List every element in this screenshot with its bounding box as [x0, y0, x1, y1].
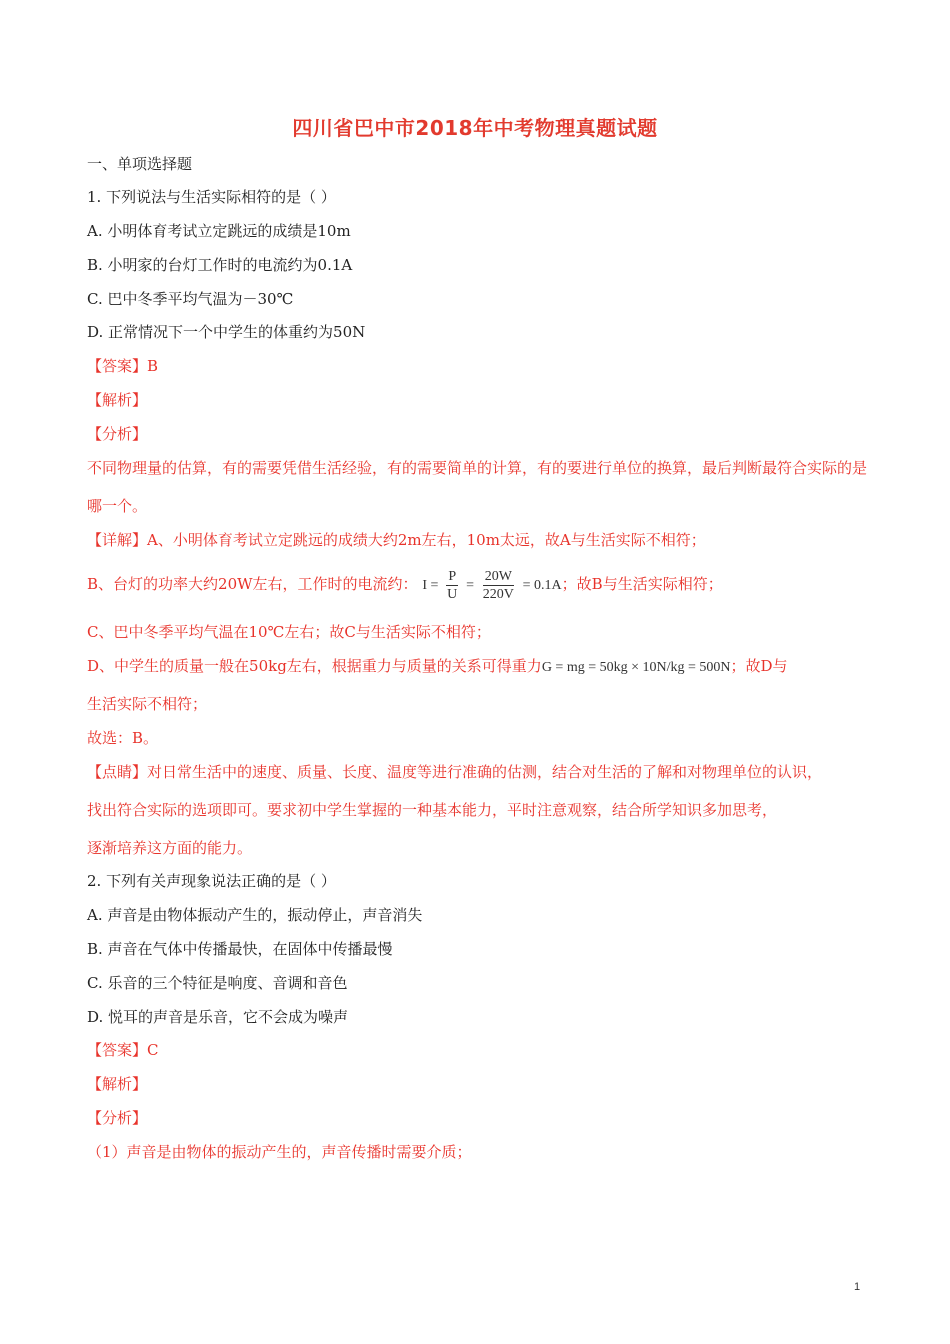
- q1-detail-b: [87, 566, 723, 604]
- q1-detail-d-post: ；故D与: [730, 657, 788, 675]
- q1-point-line2: 找出符合实际的选项即可。要求初中学生掌握的一种基本能力，平时注意观察，结合所学知识多加思考，: [87, 801, 778, 819]
- fraction-p-over-u: [445, 568, 459, 603]
- q1-detail-b-pre: B、台灯的功率大约20W左右，工作时的电流约：: [87, 575, 418, 593]
- q2-option-c: C. 乐音的三个特征是响度、音调和音色: [87, 974, 348, 992]
- q1-detail-d-line2: 生活实际不相符；: [87, 695, 208, 713]
- q1-detail-a-text: A、小明体育考试立定跳远的成绩大约2m左右，10m太远，故A与生活实际不相符；: [147, 531, 706, 549]
- q1-point-text1: 对日常生活中的速度、质量、长度、温度等进行准确的估测，结合对生活的了解和对物理单位的认识，: [147, 763, 823, 781]
- q1-stem: 1. 下列说法与生活实际相符的是（ ）: [87, 188, 336, 206]
- q1-detail-a: [87, 530, 706, 550]
- q1-point-line1: [87, 762, 822, 782]
- q2-option-b: B. 声音在气体中传播最快，在固体中传播最慢: [87, 940, 393, 958]
- document-title: 四川省巴中市2018年中考物理真题试题: [292, 116, 658, 140]
- q1-point-line3: 逐渐培养这方面的能力。: [87, 839, 253, 857]
- q1-option-a: A. 小明体育考试立定跳远的成绩是10m: [87, 222, 351, 240]
- fraction-20w-over-220v: [481, 568, 516, 603]
- formula-result: = 0.1A: [522, 578, 562, 593]
- fraction-denominator: 220V: [482, 586, 514, 602]
- formula-weight: G = mg = 50kg × 10N/kg = 500N: [541, 660, 731, 675]
- q1-option-b: B. 小明家的台灯工作时的电流约为0.1A: [87, 256, 353, 274]
- q1-detail-b-post: ；故B与生活实际相符；: [561, 575, 723, 593]
- q1-option-d: D. 正常情况下一个中学生的体重约为50N: [87, 323, 366, 341]
- q1-jiexi-label: 【解析】: [87, 391, 148, 409]
- q2-option-a: A. 声音是由物体振动产生的，振动停止，声音消失: [87, 906, 423, 924]
- q1-detail-d: [87, 656, 788, 678]
- q1-conclusion: 故选：B。: [87, 729, 159, 747]
- q1-point-tag: 【点睛】: [87, 763, 148, 781]
- formula-lhs: I =: [422, 578, 439, 593]
- fraction-denominator: U: [447, 586, 458, 602]
- q1-fenxi-label: 【分析】: [87, 425, 148, 443]
- q1-detail-d-pre: D、中学生的质量一般在50kg左右，根据重力与质量的关系可得重力: [87, 657, 542, 675]
- fraction-numerator: 20W: [484, 568, 512, 584]
- q1-detail-tag: 【详解】: [87, 531, 148, 549]
- section-heading: 一、单项选择题: [87, 155, 193, 173]
- q2-option-d: D. 悦耳的声音是乐音，它不会成为噪声: [87, 1008, 349, 1026]
- fraction-numerator: P: [448, 568, 457, 584]
- q2-answer: 【答案】C: [87, 1041, 159, 1059]
- q2-jiexi-label: 【解析】: [87, 1075, 148, 1093]
- q1-analysis: 不同物理量的估算，有的需要凭借生活经验，有的需要简单的计算，有的要进行单位的换算，最后判断最符合实际的是哪一个。: [87, 459, 868, 515]
- q2-fenxi-label: 【分析】: [87, 1109, 148, 1127]
- q2-stem: 2. 下列有关声现象说法正确的是（ ）: [87, 872, 336, 890]
- formula-equals: =: [466, 578, 474, 593]
- q1-option-c: C. 巴中冬季平均气温为－30℃: [87, 290, 294, 308]
- q1-detail-c: C、巴中冬季平均气温在10℃左右；故C与生活实际不相符；: [87, 623, 491, 641]
- page-number: 1: [854, 1281, 861, 1293]
- q2-analysis-1: （1）声音是由物体的振动产生的，声音传播时需要介质；: [87, 1143, 472, 1161]
- q1-answer: 【答案】B: [87, 357, 159, 375]
